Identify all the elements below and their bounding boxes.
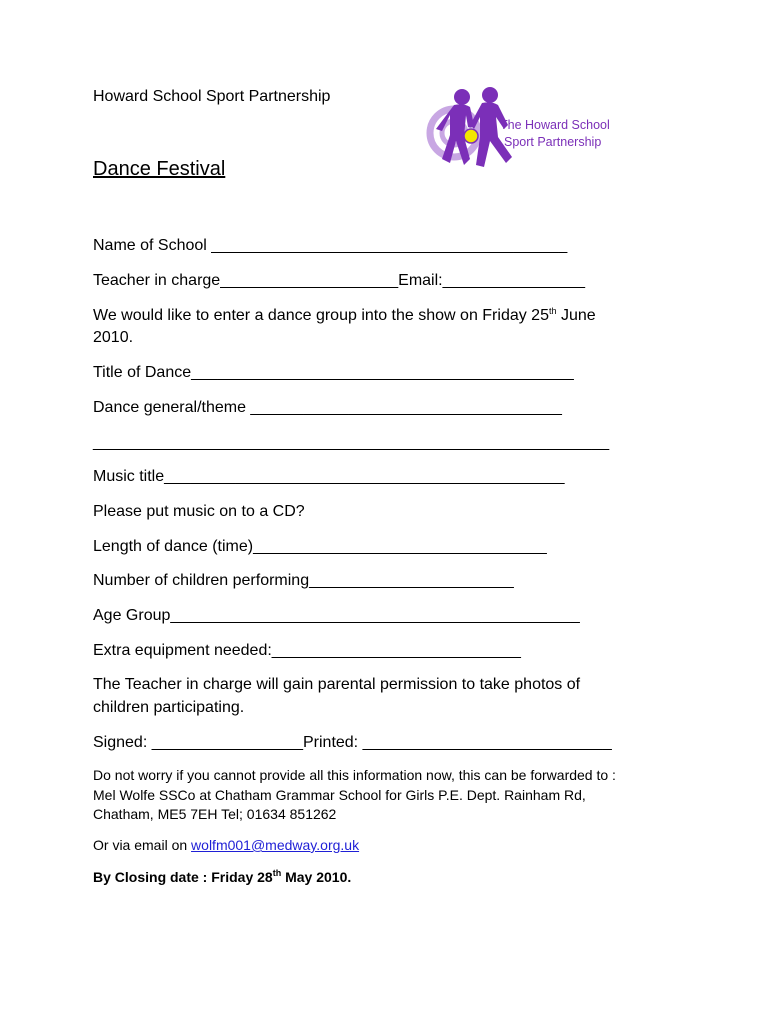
- entry-text-end: June: [556, 307, 596, 324]
- school-logo: [424, 85, 624, 180]
- children-performing-field[interactable]: Number of children performing_______________________: [93, 572, 514, 589]
- page-title: Dance Festival: [93, 158, 226, 180]
- logo-text-line2: Sport Partnership: [504, 135, 602, 149]
- title-of-dance-field[interactable]: Title of Dance___________________________________________: [93, 364, 574, 381]
- dance-theme-field[interactable]: Dance general/theme ___________________________________: [93, 399, 562, 416]
- music-cd-note: Please put music on to a CD?: [93, 503, 305, 520]
- permission-line2: children participating.: [93, 699, 245, 716]
- email-prefix: Or via email on: [93, 837, 192, 853]
- teacher-email-field[interactable]: Teacher in charge____________________Email:________________: [93, 272, 585, 289]
- entry-statement-line1: [93, 307, 596, 325]
- note-line3: Chatham, ME5 7EH Tel; 01634 851262: [93, 806, 337, 822]
- closing-date: [93, 869, 351, 885]
- logo-text-line1: The Howard School: [500, 118, 610, 132]
- permission-line1: The Teacher in charge will gain parental permission to take photos of: [93, 676, 581, 693]
- entry-sup: th: [548, 306, 557, 316]
- length-of-dance-field[interactable]: Length of dance (time)_________________________________: [93, 538, 547, 555]
- email-link[interactable]: wolfm001@medway.org.uk: [191, 837, 360, 853]
- extra-equipment-field[interactable]: Extra equipment needed:____________________________: [93, 642, 521, 659]
- dance-theme-blank-line[interactable]: __________________________________________________________: [93, 434, 610, 451]
- name-of-school-field[interactable]: Name of School ________________________________________: [93, 237, 568, 254]
- org-name: Howard School Sport Partnership: [93, 88, 331, 105]
- entry-text: We would like to enter a dance group into the show on Friday 25: [93, 307, 549, 324]
- note-line1: Do not worry if you cannot provide all this information now, this can be forwarded to :: [93, 767, 616, 783]
- closing-text: By Closing date : Friday 28: [93, 869, 273, 885]
- signed-printed-field[interactable]: Signed: _________________Printed: ____________________________: [93, 734, 612, 751]
- entry-statement-line2: 2010.: [93, 329, 134, 346]
- closing-sup: th: [272, 868, 282, 878]
- email-line: [93, 837, 359, 853]
- closing-text-end: May 2010.: [281, 869, 352, 885]
- age-group-field[interactable]: Age Group______________________________________________: [93, 607, 580, 624]
- music-title-field[interactable]: Music title_____________________________________________: [93, 468, 565, 485]
- note-line2: Mel Wolfe SSCo at Chatham Grammar School for Girls P.E. Dept. Rainham Rd,: [93, 787, 586, 803]
